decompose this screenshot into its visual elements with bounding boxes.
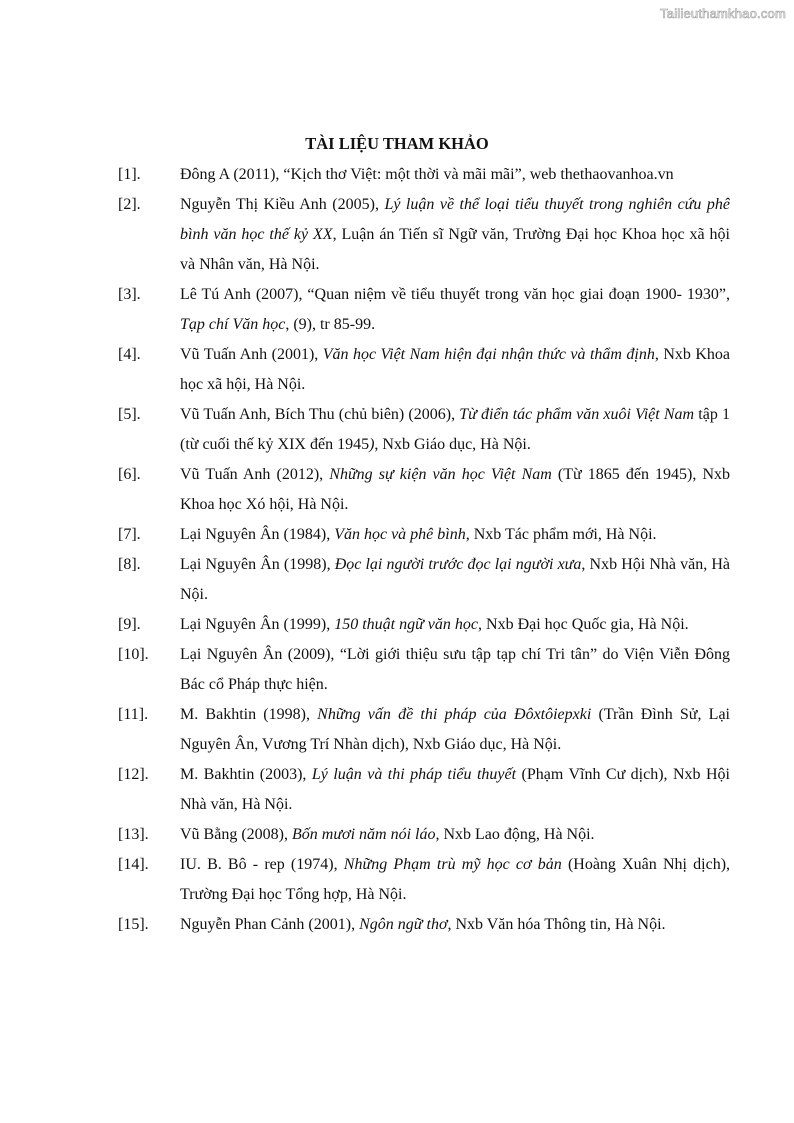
reference-item — [118, 190, 730, 280]
reference-number: [1]. — [118, 166, 141, 183]
reference-number: [2]. — [118, 196, 141, 213]
reference-number: [11]. — [118, 706, 149, 723]
reference-title: Những Phạm trù mỹ học cơ bản — [343, 856, 562, 873]
reference-segment: , (9), tr 85-99. — [285, 316, 376, 333]
reference-segment: M. Bakhtin (2003), — [180, 766, 312, 783]
reference-item — [118, 910, 730, 940]
reference-title: Văn học và phê bình, — [334, 526, 470, 543]
reference-number: [7]. — [118, 526, 141, 543]
reference-segment: (Hoàng Xuân Nhị dịch), Trường Đại học Tổng hợp, Hà Nội. — [180, 856, 731, 903]
reference-item — [118, 640, 730, 700]
reference-title: Từ điển tác phẩm văn xuôi Việt Nam — [459, 406, 695, 423]
reference-item — [118, 280, 730, 340]
reference-text — [180, 520, 730, 550]
reference-item — [118, 520, 730, 550]
reference-segment: , Luận án Tiến sĩ Ngữ văn, Trường Đại học Khoa học xã hội và Nhân văn, Hà Nội. — [180, 226, 730, 273]
reference-number: [15]. — [118, 916, 149, 933]
reference-title: Văn học Việt Nam hiện đại nhận thức và thẩm định — [322, 346, 655, 363]
reference-text — [180, 640, 730, 700]
reference-segment: Vũ Tuấn Anh, Bích Thu (chủ biên) (2006), — [180, 406, 460, 423]
reference-title: Lý luận và thi pháp tiểu thuyết — [311, 766, 517, 783]
reference-text — [180, 280, 730, 340]
reference-segment: Nguyễn Phan Cảnh (2001), — [180, 916, 360, 933]
page-title: TÀI LIỆU THAM KHẢO — [305, 134, 489, 153]
reference-segment: (Từ 1865 đến 1945), Nxb Khoa học Xó hội, Hà Nội. — [180, 466, 731, 513]
reference-text — [180, 400, 730, 460]
reference-item — [118, 460, 730, 520]
reference-item — [118, 550, 730, 610]
reference-title: ) — [369, 436, 375, 453]
reference-segment: Lại Nguyên Ân (1984), — [180, 526, 335, 543]
reference-segment: , Nxb Hội Nhà văn, Hà Nội. — [180, 556, 731, 603]
reference-number: [14]. — [118, 856, 149, 873]
reference-segment: Vũ Tuấn Anh (2012), — [180, 466, 330, 483]
reference-number: [9]. — [118, 616, 141, 633]
reference-segment: Lê Tú Anh (2007), “Quan niệm về tiểu thuyết trong văn học giai đoạn 1900- 1930”, — [180, 286, 730, 303]
watermark: Tailieuthamkhao.com — [660, 6, 786, 21]
reference-item — [118, 820, 730, 850]
reference-segment: M. Bakhtin (1998), — [180, 706, 318, 723]
reference-text — [180, 910, 730, 940]
reference-number: [4]. — [118, 346, 141, 363]
reference-number: [12]. — [118, 766, 149, 783]
reference-segment: Lại Nguyên Ân (1999), — [180, 616, 335, 633]
reference-number: [5]. — [118, 406, 141, 423]
reference-segment: Nxb Văn hóa Thông tin, Hà Nội. — [451, 916, 666, 933]
reference-title: Tạp chí Văn học — [180, 316, 286, 333]
reference-text — [180, 550, 730, 610]
reference-text — [180, 190, 730, 280]
reference-segment: (Trần Đình Sử, Lại Nguyên Ân, Vương Trí Nhàn dịch), Nxb Giáo dục, Hà Nội. — [180, 706, 731, 753]
reference-item — [118, 400, 730, 460]
reference-text — [180, 850, 730, 910]
reference-text — [180, 820, 730, 850]
reference-segment: (Phạm Vĩnh Cư dịch), Nxb Hội Nhà văn, Hà Nội. — [180, 766, 730, 813]
reference-number: [6]. — [118, 466, 141, 483]
reference-text — [180, 610, 730, 640]
reference-title: 150 thuật ngữ văn học — [334, 616, 479, 633]
reference-text — [180, 340, 730, 400]
reference-segment: Lại Nguyên Ân (1998), — [180, 556, 335, 573]
reference-title: Lý luận về thể loại tiểu thuyết trong nghiên cứu phê bình văn học thế kỷ XX — [180, 196, 730, 243]
reference-title: Ngôn ngữ thơ, — [359, 916, 452, 933]
reference-text — [180, 760, 730, 820]
reference-number: [13]. — [118, 826, 149, 843]
reference-list — [118, 160, 730, 940]
reference-title: Bốn mươi năm nói láo, — [291, 826, 440, 843]
reference-number: [8]. — [118, 556, 141, 573]
reference-segment: tập 1 (từ cuối thế kỷ XIX đến 1945 — [180, 406, 731, 453]
reference-segment: , Nxb Giáo dục, Hà Nội. — [374, 436, 531, 453]
reference-number: [10]. — [118, 646, 149, 663]
reference-title: Đọc lại người trước đọc lại người xưa — [334, 556, 582, 573]
reference-item — [118, 850, 730, 910]
reference-item — [118, 160, 730, 190]
reference-segment: Nxb Tác phẩm mới, Hà Nội. — [469, 526, 657, 543]
reference-segment: Nguyễn Thị Kiều Anh (2005), — [180, 196, 385, 213]
reference-segment: Nxb Lao động, Hà Nội. — [439, 826, 595, 843]
reference-segment: Lại Nguyên Ân (2009), “Lời giới thiệu sưu tập tạp chí Tri tân” do Viện Viễn Đông Bác cổ Pháp thực hiện. — [180, 646, 730, 693]
reference-item — [118, 340, 730, 400]
reference-segment: , Nxb Đại học Quốc gia, Hà Nội. — [478, 616, 689, 633]
reference-number: [3]. — [118, 286, 141, 303]
reference-segment: , Nxb Khoa học xã hội, Hà Nội. — [180, 346, 730, 393]
reference-segment: Vũ Bằng (2008), — [180, 826, 292, 843]
reference-text — [180, 700, 730, 760]
reference-segment: Vũ Tuấn Anh (2001), — [180, 346, 323, 363]
reference-text — [180, 160, 730, 190]
reference-title: Những sự kiện văn học Việt Nam — [329, 466, 552, 483]
reference-segment: IU. B. Bô - rep (1974), — [180, 856, 344, 873]
reference-segment: Đông A (2011), “Kịch thơ Việt: một thời và mãi mãi”, web thethaovanhoa.vn — [180, 166, 674, 183]
reference-text — [180, 460, 730, 520]
reference-title: Những vấn đề thi pháp của Đôxtôiepxki — [317, 706, 592, 723]
reference-item — [118, 700, 730, 760]
reference-item — [118, 760, 730, 820]
reference-item — [118, 610, 730, 640]
